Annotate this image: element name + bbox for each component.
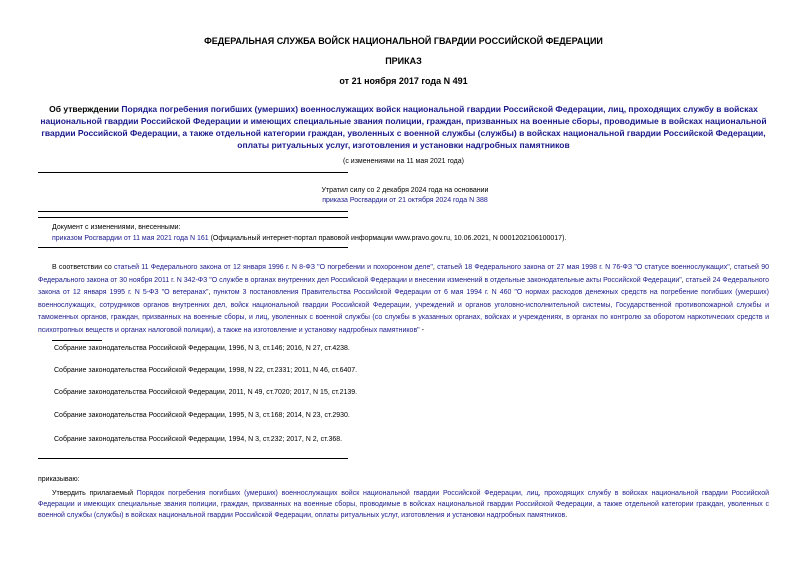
preamble-link-law-342fz[interactable]: статьей 90 Федерального закона от 30 ноября 2011 г. N 342-ФЗ "О службе в органах внутренних дел Российской Федерации и внесении изменений в отдельные законодательные акты Российской Федерации" xyxy=(38,264,769,284)
preamble-text: , xyxy=(432,264,438,271)
validity-text: Утратил силу со 2 декабря 2024 года на основании xyxy=(321,187,489,194)
preamble-text: - xyxy=(419,326,424,334)
divider xyxy=(38,247,348,248)
order-paragraph xyxy=(38,488,769,521)
changes-source: (Официальный интернет-портал правовой информации www.pravo.gov.ru, 10.06.2021, N 0001202106100017). xyxy=(208,235,567,242)
changes-label: Документ с изменениями, внесенными: xyxy=(52,224,181,231)
preamble-text: , xyxy=(208,289,214,296)
order-text: . xyxy=(565,512,568,519)
footnote-item: Собрание законодательства Российской Федерации, 1994, N 3, ст.232; 2017, N 2, ст.368. xyxy=(54,436,343,443)
validity-note xyxy=(270,186,540,206)
order-link[interactable]: Порядок погребения погибших (умерших) военнослужащих войск национальной гвардии Российской Федерации, лиц, проходящих службу в войсках национальной гвардии Российской Федерации и имеющих специальные звания полиции, граждан, призванных на военные сборы, проводимые в войсках национальной гвардии Российской Федерации, а также отдельной категории граждан, уволенных с военной службы (службы) в войсках национальной гвардии Российской Федерации, оплаты ритуальных услуг, изготовления и установки надгробных памятников xyxy=(38,490,769,519)
changes-info xyxy=(52,234,772,244)
preamble-text: , xyxy=(729,264,734,271)
preamble-paragraph xyxy=(38,262,769,337)
footnote-item: Собрание законодательства Российской Федерации, 1995, N 3, ст.168; 2014, N 23, ст.2930. xyxy=(54,412,350,419)
document-type: ПРИКАЗ xyxy=(385,56,422,66)
title-link[interactable]: Порядка погребения погибших (умерших) военнослужащих войск национальной гвардии Российской Федерации, лиц, проходящих службу в войсках национальной гвардии Российской Федерации и имеющих специальные звания полиции, граждан, призванных на военные сборы, проводимые в войсках национальной гвардии Российской Федерации, а также отдельной категории граждан, уволенных с военной службы (службы) в войсках национальной гвардии Российской Федерации, оплаты ритуальных услуг, изготовления и установки надгробных памятников xyxy=(40,104,767,150)
divider xyxy=(38,458,348,459)
preamble-link-law-8fz[interactable]: статьей 11 Федерального закона от 12 января 1996 г. N 8-ФЗ "О погребении и похоронном деле" xyxy=(114,264,433,271)
footnote-item: Собрание законодательства Российской Федерации, 1996, N 3, ст.146; 2016, N 27, ст.4238. xyxy=(54,345,350,352)
changes-link[interactable]: приказом Росгвардии от 11 мая 2021 года N 161 xyxy=(52,235,209,242)
footnote-item: Собрание законодательства Российской Федерации, 2011, N 49, ст.7020; 2017, N 15, ст.2139. xyxy=(54,389,358,396)
validity-link[interactable]: приказа Росгвардии от 21 октября 2024 года N 388 xyxy=(322,197,488,204)
order-text: Утвердить прилагаемый xyxy=(52,490,137,497)
preamble-link-law-5fz[interactable]: статьей 24 Федерального закона от 12 января 1995 г. N 5-ФЗ "О ветеранах" xyxy=(38,276,769,296)
footnote-divider xyxy=(52,340,102,341)
title-prefix: Об утверждении xyxy=(49,104,122,114)
preamble-text: В соответствии со xyxy=(52,264,114,271)
preamble-text: , xyxy=(681,276,686,284)
date-number: от 21 ноября 2017 года N 491 xyxy=(339,76,468,86)
divider xyxy=(38,217,348,218)
footnote-item: Собрание законодательства Российской Федерации, 1998, N 22, ст.2331; 2011, N 46, ст.6407. xyxy=(54,367,358,374)
order-label: приказываю: xyxy=(38,476,80,483)
amendments-note: (с изменениями на 11 мая 2021 года) xyxy=(343,158,464,165)
divider xyxy=(38,172,348,173)
preamble-link-decree-460[interactable]: пунктом 3 постановления Правительства Российской Федерации от 6 мая 1994 г. N 460 "О нормах расходов денежных средств на погребение погибших (умерших) военнослужащих, сотрудников органов внутренних дел, войск национальной гвардии Российской Федерации, учреждений и органов уголовно-исполнительной системы, Государственной противопожарной службы и таможенных органов, граждан, призванных на военные сборы, и лиц, уволенных с военной службы (со службы в указанных органах, войсках и учреждениях, в органах по контролю за оборотом наркотических средств и психотропных веществ и органах налоговой полиции), а также на изготовление и установку надгробных памятников" xyxy=(38,289,769,334)
divider xyxy=(38,211,348,212)
document-title xyxy=(38,103,769,151)
agency-name: ФЕДЕРАЛЬНАЯ СЛУЖБА ВОЙСК НАЦИОНАЛЬНОЙ ГВАРДИИ РОССИЙСКОЙ ФЕДЕРАЦИИ xyxy=(204,36,603,46)
preamble-link-law-76fz[interactable]: статьей 18 Федерального закона от 27 мая 1998 г. N 76-ФЗ "О статусе военнослужащих" xyxy=(437,264,730,271)
